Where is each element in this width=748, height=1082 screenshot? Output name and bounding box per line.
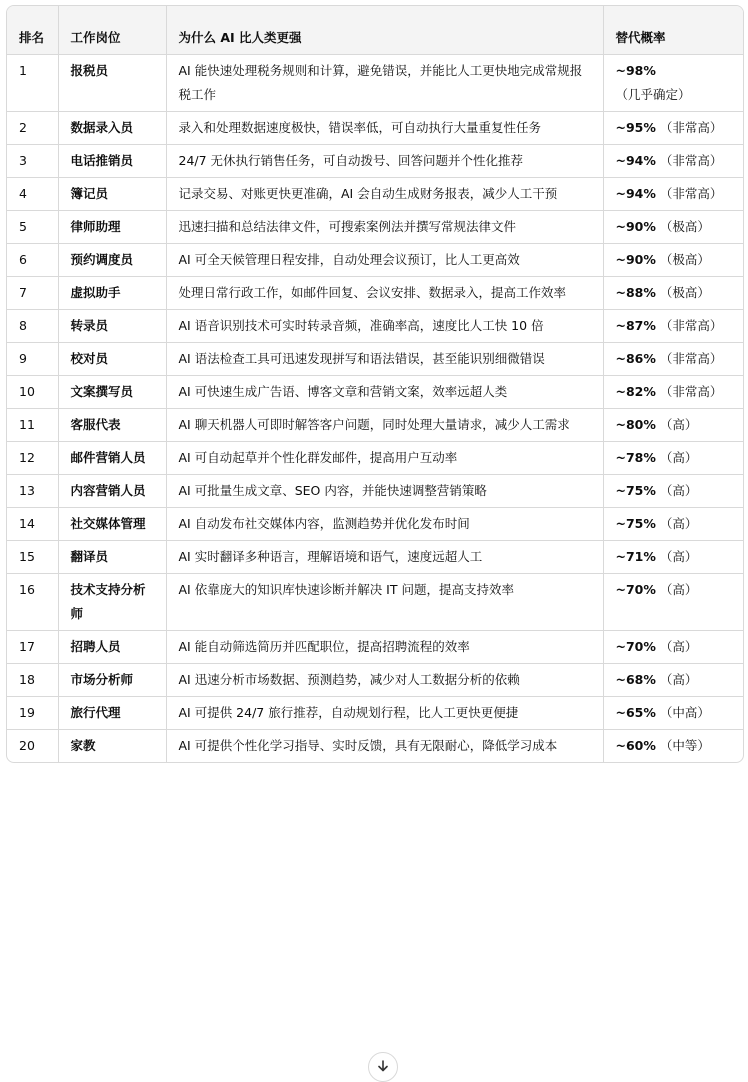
row-job-title: 旅行代理 (58, 696, 166, 729)
row-reason: AI 可全天候管理日程安排，自动处理会议预订，比人工更高效 (166, 243, 603, 276)
row-reason: AI 自动发布社交媒体内容，监测趋势并优化发布时间 (166, 507, 603, 540)
row-reason: AI 可提供个性化学习指导、实时反馈，具有无限耐心，降低学习成本 (166, 729, 603, 762)
probability-level: （非常高） (659, 383, 723, 399)
row-job-title: 邮件营销人员 (58, 441, 166, 474)
table-row (7, 630, 743, 663)
table-row (7, 309, 743, 342)
table-row (7, 177, 743, 210)
probability-level: （高） (659, 515, 698, 531)
probability-level: （高） (659, 416, 698, 432)
table-row (7, 375, 743, 408)
row-probability (603, 177, 743, 210)
probability-value: ~82% (615, 383, 656, 399)
row-job-title: 电话推销员 (58, 144, 166, 177)
row-rank: 3 (7, 144, 58, 177)
table-header-row (7, 6, 743, 54)
row-job-title: 技术支持分析师 (58, 573, 166, 630)
row-probability (603, 144, 743, 177)
probability-level: （高） (659, 449, 698, 465)
row-rank: 20 (7, 729, 58, 762)
row-probability (603, 696, 743, 729)
row-probability (603, 573, 743, 630)
probability-value: ~94% (615, 185, 656, 201)
row-probability (603, 243, 743, 276)
row-probability (603, 342, 743, 375)
row-probability (603, 408, 743, 441)
row-job-title: 校对员 (58, 342, 166, 375)
row-rank: 5 (7, 210, 58, 243)
row-rank: 9 (7, 342, 58, 375)
table-row (7, 144, 743, 177)
row-rank: 13 (7, 474, 58, 507)
row-probability (603, 375, 743, 408)
row-reason: 迅速扫描和总结法律文件，可搜索案例法并撰写常规法律文件 (166, 210, 603, 243)
row-reason: AI 迅速分析市场数据、预测趋势，减少对人工数据分析的依赖 (166, 663, 603, 696)
probability-value: ~65% (615, 704, 656, 720)
row-reason: 记录交易、对账更快更准确，AI 会自动生成财务报表，减少人工干预 (166, 177, 603, 210)
row-rank: 1 (7, 54, 58, 111)
table-row (7, 54, 743, 111)
row-rank: 7 (7, 276, 58, 309)
row-job-title: 翻译员 (58, 540, 166, 573)
probability-level: （非常高） (659, 152, 723, 168)
table-row (7, 408, 743, 441)
table-row (7, 540, 743, 573)
row-job-title: 预约调度员 (58, 243, 166, 276)
table-row (7, 474, 743, 507)
probability-level: （非常高） (659, 185, 723, 201)
table-row (7, 729, 743, 762)
row-reason: AI 可提供 24/7 旅行推荐，自动规划行程，比人工更快更便捷 (166, 696, 603, 729)
probability-value: ~70% (615, 581, 656, 597)
header-rank: 排名 (7, 6, 58, 54)
row-probability (603, 507, 743, 540)
row-job-title: 内容营销人员 (58, 474, 166, 507)
probability-level: （高） (659, 548, 698, 564)
row-rank: 15 (7, 540, 58, 573)
probability-level: （高） (659, 482, 698, 498)
row-job-title: 数据录入员 (58, 111, 166, 144)
row-rank: 8 (7, 309, 58, 342)
row-rank: 11 (7, 408, 58, 441)
row-probability (603, 54, 743, 111)
probability-level: （非常高） (659, 119, 723, 135)
row-probability (603, 663, 743, 696)
header-reason: 为什么 AI 比人类更强 (166, 6, 603, 54)
probability-level: （非常高） (659, 350, 723, 366)
probability-value: ~87% (615, 317, 656, 333)
row-probability (603, 474, 743, 507)
row-job-title: 虚拟助手 (58, 276, 166, 309)
row-reason: AI 可快速生成广告语、博客文章和营销文案，效率远超人类 (166, 375, 603, 408)
probability-value: ~80% (615, 416, 656, 432)
row-probability (603, 729, 743, 762)
probability-level: （高） (659, 581, 698, 597)
table-row (7, 342, 743, 375)
row-probability (603, 540, 743, 573)
table-row (7, 210, 743, 243)
row-job-title: 家教 (58, 729, 166, 762)
row-job-title: 簿记员 (58, 177, 166, 210)
probability-level: （非常高） (659, 317, 723, 333)
row-job-title: 文案撰写员 (58, 375, 166, 408)
row-job-title: 报税员 (58, 54, 166, 111)
table-row (7, 696, 743, 729)
probability-value: ~70% (615, 638, 656, 654)
row-probability (603, 441, 743, 474)
table-row (7, 243, 743, 276)
table-row (7, 573, 743, 630)
scroll-down-button[interactable] (368, 1052, 398, 1082)
probability-value: ~60% (615, 737, 656, 753)
arrow-down-icon (376, 1059, 390, 1073)
row-probability (603, 630, 743, 663)
row-reason: 24/7 无休执行销售任务，可自动拨号、回答问题并个性化推荐 (166, 144, 603, 177)
row-job-title: 市场分析师 (58, 663, 166, 696)
row-job-title: 招聘人员 (58, 630, 166, 663)
row-reason: 录入和处理数据速度极快，错误率低，可自动执行大量重复性任务 (166, 111, 603, 144)
header-job: 工作岗位 (58, 6, 166, 54)
row-job-title: 社交媒体管理 (58, 507, 166, 540)
row-rank: 10 (7, 375, 58, 408)
row-reason: AI 实时翻译多种语言，理解语境和语气，速度远超人工 (166, 540, 603, 573)
row-rank: 16 (7, 573, 58, 630)
probability-level: （极高） (659, 284, 710, 300)
row-reason: 处理日常行政工作，如邮件回复、会议安排、数据录入，提高工作效率 (166, 276, 603, 309)
probability-value: ~78% (615, 449, 656, 465)
row-rank: 4 (7, 177, 58, 210)
table-row (7, 441, 743, 474)
header-probability: 替代概率 (603, 6, 743, 54)
probability-value: ~86% (615, 350, 656, 366)
probability-value: ~90% (615, 218, 656, 234)
probability-value: ~71% (615, 548, 656, 564)
row-rank: 19 (7, 696, 58, 729)
table-row (7, 507, 743, 540)
probability-level: （几乎确定） (615, 86, 691, 102)
row-rank: 2 (7, 111, 58, 144)
row-probability (603, 210, 743, 243)
row-job-title: 律师助理 (58, 210, 166, 243)
row-probability (603, 309, 743, 342)
probability-level: （极高） (659, 218, 710, 234)
table-row (7, 111, 743, 144)
row-reason: AI 依靠庞大的知识库快速诊断并解决 IT 问题，提高支持效率 (166, 573, 603, 630)
row-job-title: 客服代表 (58, 408, 166, 441)
row-rank: 17 (7, 630, 58, 663)
row-job-title: 转录员 (58, 309, 166, 342)
table-row (7, 276, 743, 309)
row-reason: AI 聊天机器人可即时解答客户问题，同时处理大量请求，减少人工需求 (166, 408, 603, 441)
probability-value: ~94% (615, 152, 656, 168)
probability-value: ~95% (615, 119, 656, 135)
row-reason: AI 能自动筛选简历并匹配职位，提高招聘流程的效率 (166, 630, 603, 663)
jobs-table-container (6, 5, 744, 763)
row-reason: AI 可自动起草并个性化群发邮件，提高用户互动率 (166, 441, 603, 474)
probability-value: ~98% (615, 62, 656, 78)
row-rank: 14 (7, 507, 58, 540)
probability-value: ~75% (615, 482, 656, 498)
probability-level: （中等） (659, 737, 710, 753)
probability-level: （高） (659, 671, 698, 687)
jobs-table (7, 6, 743, 762)
row-reason: AI 可批量生成文章、SEO 内容，并能快速调整营销策略 (166, 474, 603, 507)
row-rank: 6 (7, 243, 58, 276)
row-reason: AI 语法检查工具可迅速发现拼写和语法错误，甚至能识别细微错误 (166, 342, 603, 375)
probability-level: （极高） (659, 251, 710, 267)
probability-value: ~88% (615, 284, 656, 300)
probability-value: ~68% (615, 671, 656, 687)
row-probability (603, 276, 743, 309)
table-row (7, 663, 743, 696)
probability-value: ~90% (615, 251, 656, 267)
row-reason: AI 语音识别技术可实时转录音频，准确率高，速度比人工快 10 倍 (166, 309, 603, 342)
row-reason: AI 能快速处理税务规则和计算，避免错误，并能比人工更快地完成常规报税工作 (166, 54, 603, 111)
row-rank: 18 (7, 663, 58, 696)
probability-value: ~75% (615, 515, 656, 531)
row-rank: 12 (7, 441, 58, 474)
probability-level: （高） (659, 638, 698, 654)
row-probability (603, 111, 743, 144)
probability-level: （中高） (659, 704, 710, 720)
